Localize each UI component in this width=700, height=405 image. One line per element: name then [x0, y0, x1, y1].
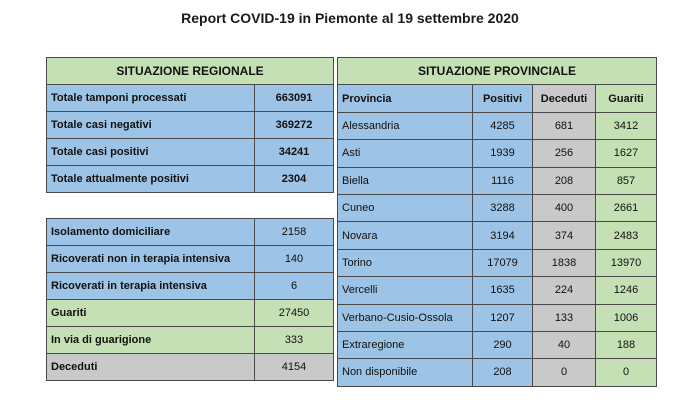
- province-deceduti: 40: [533, 331, 596, 358]
- province-name: Biella: [338, 167, 473, 194]
- province-deceduti: 208: [533, 167, 596, 194]
- province-name: Non disponibile: [338, 359, 473, 386]
- row-label: Ricoverati in terapia intensiva: [47, 273, 255, 300]
- province-name: Asti: [338, 140, 473, 167]
- row-label: Totale attualmente positivi: [47, 166, 255, 193]
- row-value: 4154: [255, 354, 334, 381]
- table-row: [47, 139, 334, 166]
- province-positivi: 290: [473, 331, 533, 358]
- table-row: [47, 112, 334, 139]
- province-positivi: 1939: [473, 140, 533, 167]
- province-guariti: 1627: [596, 140, 657, 167]
- province-deceduti: 681: [533, 112, 596, 139]
- province-guariti: 2483: [596, 222, 657, 249]
- provincial-table: [337, 57, 657, 387]
- row-value: 2304: [255, 166, 334, 193]
- column-header-deceduti: Deceduti: [533, 85, 596, 112]
- province-guariti: 1006: [596, 304, 657, 331]
- column-header-positivi: Positivi: [473, 85, 533, 112]
- table-row: [338, 277, 657, 304]
- province-deceduti: 256: [533, 140, 596, 167]
- table-header-row: [47, 58, 334, 85]
- row-label: Totale casi negativi: [47, 112, 255, 139]
- table-row: [47, 354, 334, 381]
- province-deceduti: 133: [533, 304, 596, 331]
- row-label: Deceduti: [47, 354, 255, 381]
- province-deceduti: 1838: [533, 249, 596, 276]
- row-value: 2158: [255, 219, 334, 246]
- table-row: [338, 222, 657, 249]
- province-name: Novara: [338, 222, 473, 249]
- province-name: Verbano-Cusio-Ossola: [338, 304, 473, 331]
- row-label: Guariti: [47, 300, 255, 327]
- province-deceduti: 0: [533, 359, 596, 386]
- province-guariti: 0: [596, 359, 657, 386]
- row-label: Isolamento domiciliare: [47, 219, 255, 246]
- table-row: [47, 273, 334, 300]
- row-label: In via di guarigione: [47, 327, 255, 354]
- table-row: [47, 166, 334, 193]
- row-value: 663091: [255, 85, 334, 112]
- row-value: 140: [255, 246, 334, 273]
- province-guariti: 13970: [596, 249, 657, 276]
- regional-summary-table: [46, 57, 334, 193]
- table-row: [338, 359, 657, 386]
- province-positivi: 208: [473, 359, 533, 386]
- province-guariti: 188: [596, 331, 657, 358]
- row-value: 6: [255, 273, 334, 300]
- table-row: [47, 327, 334, 354]
- provincial-header: SITUAZIONE PROVINCIALE: [338, 58, 657, 85]
- column-header-guariti: Guariti: [596, 85, 657, 112]
- row-label: Ricoverati non in terapia intensiva: [47, 246, 255, 273]
- province-positivi: 3288: [473, 194, 533, 221]
- table-row: [338, 304, 657, 331]
- province-positivi: 1635: [473, 277, 533, 304]
- table-row: [338, 194, 657, 221]
- province-positivi: 1116: [473, 167, 533, 194]
- report-title: Report COVID-19 in Piemonte al 19 settembre 2020: [181, 10, 519, 26]
- table-row: [47, 246, 334, 273]
- row-value: 27450: [255, 300, 334, 327]
- province-name: Cuneo: [338, 194, 473, 221]
- provincial-rows: [338, 112, 657, 386]
- province-guariti: 1246: [596, 277, 657, 304]
- row-value: 369272: [255, 112, 334, 139]
- table-header-row: [338, 58, 657, 85]
- province-guariti: 2661: [596, 194, 657, 221]
- regional-detail-table: [46, 218, 334, 381]
- province-deceduti: 224: [533, 277, 596, 304]
- table-row: [338, 331, 657, 358]
- row-label: Totale casi positivi: [47, 139, 255, 166]
- province-positivi: 1207: [473, 304, 533, 331]
- table-row: [338, 112, 657, 139]
- column-header-row: [338, 85, 657, 112]
- table-row: [338, 167, 657, 194]
- table-row: [47, 300, 334, 327]
- province-name: Torino: [338, 249, 473, 276]
- province-guariti: 3412: [596, 112, 657, 139]
- row-value: 333: [255, 327, 334, 354]
- column-header-provincia: Provincia: [338, 85, 473, 112]
- regional-header: SITUAZIONE REGIONALE: [47, 58, 334, 85]
- table-row: [47, 85, 334, 112]
- province-name: Alessandria: [338, 112, 473, 139]
- province-positivi: 4285: [473, 112, 533, 139]
- table-row: [47, 219, 334, 246]
- table-row: [338, 140, 657, 167]
- row-label: Totale tamponi processati: [47, 85, 255, 112]
- row-value: 34241: [255, 139, 334, 166]
- province-name: Vercelli: [338, 277, 473, 304]
- province-positivi: 3194: [473, 222, 533, 249]
- province-deceduti: 400: [533, 194, 596, 221]
- province-positivi: 17079: [473, 249, 533, 276]
- table-row: [338, 249, 657, 276]
- province-guariti: 857: [596, 167, 657, 194]
- province-deceduti: 374: [533, 222, 596, 249]
- province-name: Extraregione: [338, 331, 473, 358]
